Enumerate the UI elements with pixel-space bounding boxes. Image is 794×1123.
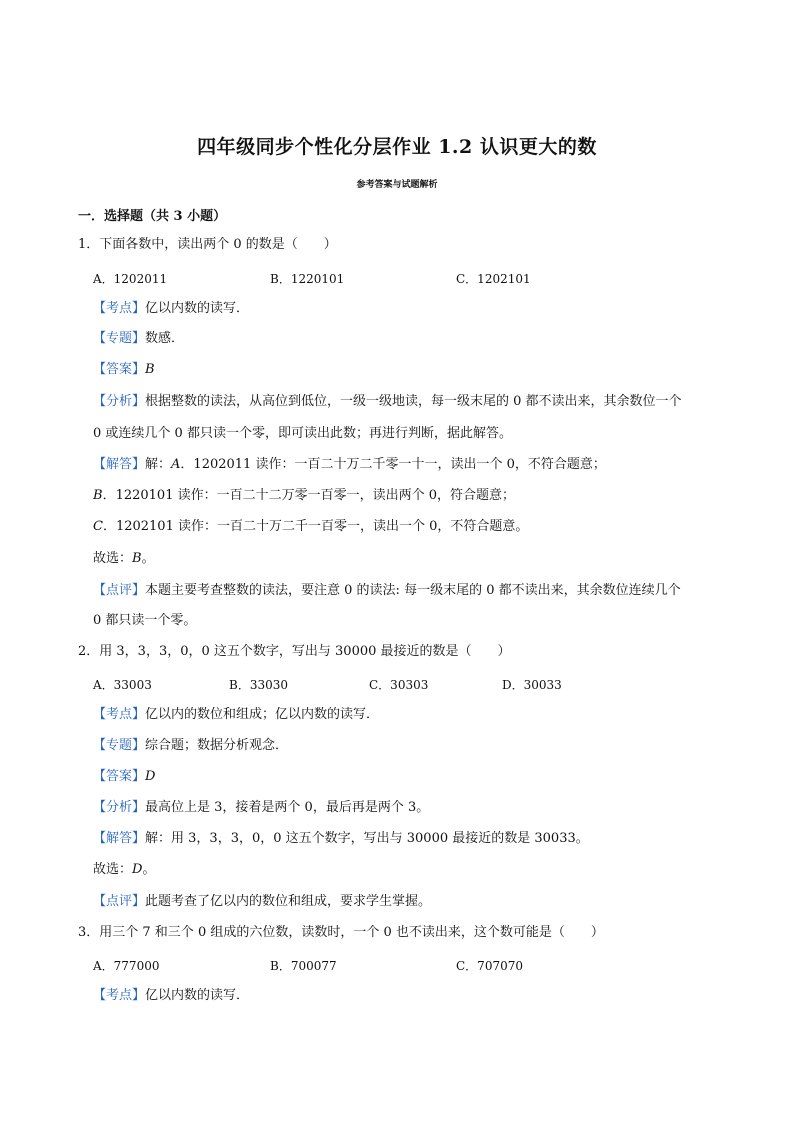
q1-zhuanti [93, 330, 184, 348]
q2-daan-text: D [145, 769, 156, 784]
kaodian-tag: 【考点】 [93, 988, 146, 1003]
q1-guxuan-prefix: 故选： [93, 551, 133, 566]
fenxi-tag: 【分析】 [93, 394, 146, 409]
q1-guxuan [93, 550, 155, 568]
q1-jieda-text-3: ．1202101 读作：一百二十万二千一百零一，读出一个 0，不符合题意。 [102, 519, 529, 534]
question-3-stem: 3．用三个 7 和三个 0 组成的六位数，读数时，一个 0 也不读出来，这个数可能是（ ） [78, 925, 604, 940]
q2-fenxi [93, 799, 429, 817]
q2-kaodian-text: 亿以内的数位和组成；亿以内数的读写． [145, 707, 380, 722]
q2-dianping-text: 此题考查了亿以内的数位和组成，要求学生掌握。 [145, 894, 432, 909]
q3-option-c: C．707070 [456, 959, 523, 973]
kaodian-tag: 【考点】 [93, 707, 146, 722]
q1-option-b: B．1220101 [270, 272, 345, 286]
q3-kaodian-text: 亿以内数的读写． [145, 988, 250, 1003]
q1-dianping-text-1: 本题主要考查整数的读法，要注意 0 的读法: 每一级末尾的 0 都不读出来，其余数位连续几个 [145, 583, 681, 598]
q1-kaodian-text: 亿以内数的读写． [145, 301, 250, 316]
q1-dianping-line-1 [93, 582, 681, 600]
q2-jieda-text: 解：用 3，3，3，0，0 这五个数字，写出与 30000 最接近的数是 30033。 [145, 831, 589, 846]
q1-guxuan-suffix: 。 [141, 551, 155, 566]
q3-option-a: A．777000 [93, 959, 160, 973]
daan-tag: 【答案】 [93, 362, 146, 377]
q1-jieda-letter-a: A [171, 457, 181, 472]
zhuanti-tag: 【专题】 [93, 331, 146, 346]
q2-daan [93, 768, 155, 786]
section-heading: 一．选择题（共 3 小题） [78, 209, 227, 224]
dianping-tag: 【点评】 [93, 583, 146, 598]
daan-tag: 【答案】 [93, 769, 146, 784]
q2-zhuanti [93, 737, 288, 755]
document-subtitle: 参考答案与试题解析 [356, 180, 438, 190]
q2-option-c: C．30303 [369, 678, 429, 692]
q1-option-c: C．1202101 [456, 272, 531, 286]
q1-fenxi-line-2: 0 或连续几个 0 都只读一个零，即可读出此数；再进行判断，据此解答。 [93, 426, 512, 441]
document-title: 四年级同步个性化分层作业 1.2 认识更大的数 [197, 136, 597, 158]
q1-jieda-line-1 [93, 456, 606, 474]
q1-zhuanti-text: 数感． [145, 331, 185, 346]
zhuanti-tag: 【专题】 [93, 738, 146, 753]
q1-jieda-prefix: 解： [145, 457, 172, 472]
q2-option-b: B．33030 [229, 678, 288, 692]
q1-jieda-letter-b: B [93, 488, 103, 503]
question-2-stem: 2．用 3，3，3，0，0 这五个数字，写出与 30000 最接近的数是（ ） [78, 644, 511, 659]
q2-guxuan-letter: D [132, 862, 143, 877]
question-1-stem: 1．下面各数中，读出两个 0 的数是（ ） [78, 237, 337, 252]
fenxi-tag: 【分析】 [93, 800, 146, 815]
q2-guxuan-prefix: 故选： [93, 862, 133, 877]
q2-guxuan [93, 861, 155, 879]
q3-option-b: B．700077 [270, 959, 337, 973]
q1-kaodian [93, 300, 249, 318]
q2-option-d: D．30033 [502, 678, 562, 692]
q1-jieda-line-3 [93, 518, 528, 536]
q1-daan-text: B [145, 362, 155, 377]
q1-fenxi-line-1 [93, 393, 682, 411]
q2-option-a: A．33003 [93, 678, 152, 692]
q1-jieda-line-2 [93, 487, 515, 505]
q1-guxuan-letter: B [132, 551, 142, 566]
q1-option-a: A．1202011 [93, 272, 168, 286]
q1-fenxi-text-1: 根据整数的读法，从高位到低位，一级一级地读，每一级末尾的 0 都不读出来，其余数位一个 [145, 394, 682, 409]
q2-zhuanti-text: 综合题；数据分析观念． [145, 738, 289, 753]
q1-dianping-line-2: 0 都只读一个零。 [93, 613, 197, 628]
q2-kaodian [93, 706, 379, 724]
jieda-tag: 【解答】 [93, 831, 146, 846]
q2-dianping [93, 893, 431, 911]
q2-guxuan-suffix: 。 [142, 862, 156, 877]
q1-jieda-text-1: ．1202011 读作：一百二十万二千零一十一，读出一个 0，不符合题意； [180, 457, 606, 472]
kaodian-tag: 【考点】 [93, 301, 146, 316]
dianping-tag: 【点评】 [93, 894, 146, 909]
q1-jieda-text-2: ．1220101 读作：一百二十二万零一百零一，读出两个 0，符合题意； [102, 488, 515, 503]
q3-kaodian [93, 987, 249, 1005]
jieda-tag: 【解答】 [93, 457, 146, 472]
q1-jieda-letter-c: C [93, 519, 103, 534]
q1-daan [93, 361, 155, 379]
q2-fenxi-text: 最高位上是 3，接着是两个 0，最后再是两个 3。 [145, 800, 430, 815]
q2-jieda [93, 830, 589, 848]
